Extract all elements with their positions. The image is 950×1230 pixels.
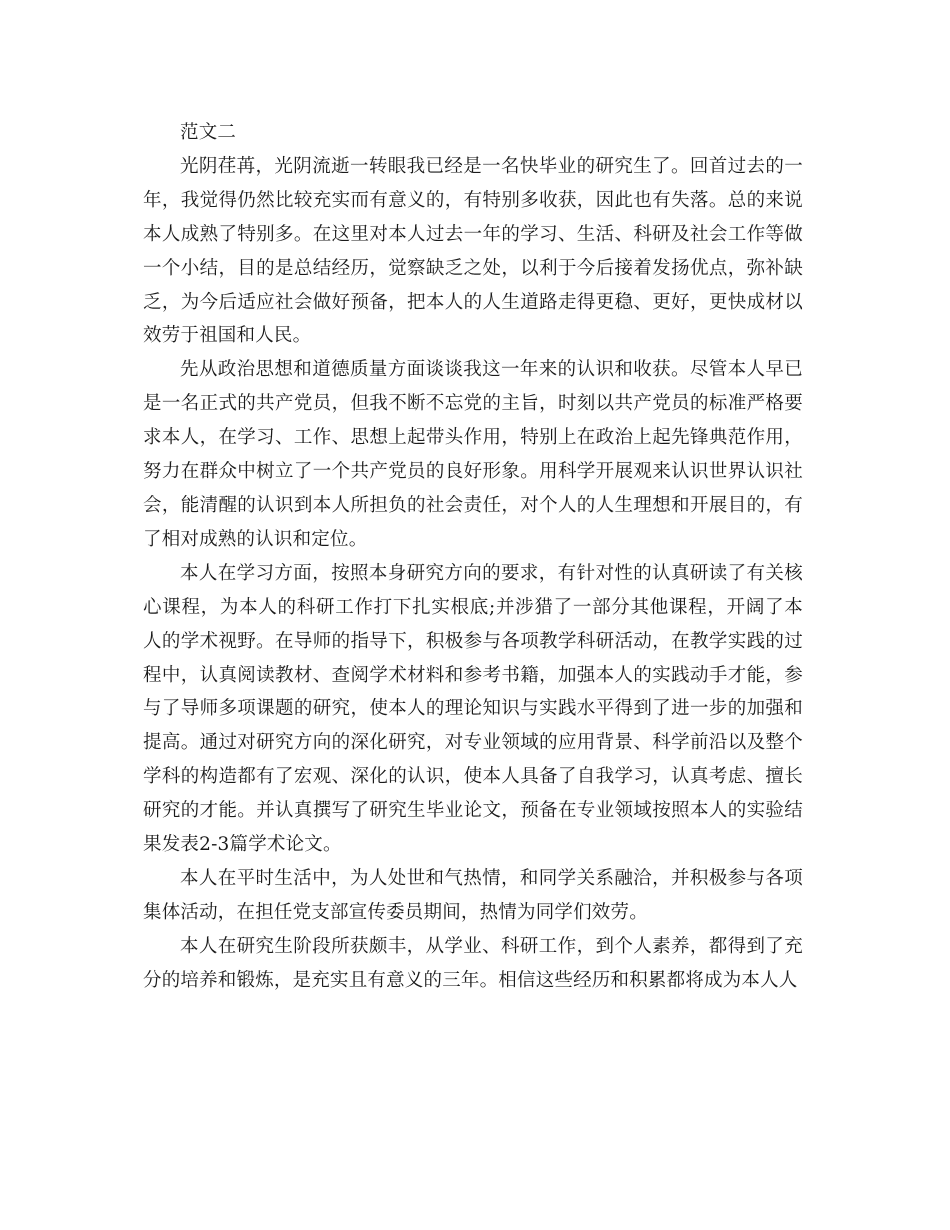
paragraph-intro: 光阴荏苒，光阴流逝一转眼我已经是一名快毕业的研究生了。回首过去的一年，我觉得仍然比较充实而有意义的，有特别多收获，因此也有失落。总的来说本人成熟了特别多。在这里对本人过去一年的学习、生活、科研及社会工作等做一个小结，目的是总结经历，觉察缺乏之处，以利于今后接着发扬优点，弥补缺乏，为今后适应社会做好预备，把本人的人生道路走得更稳、更好，更快成材以效劳于祖国和人民。: [143, 155, 803, 347]
paragraph-life: 本人在平时生活中，为人处世和气热情，和同学关系融洽，并积极参与各项集体活动，在担任党支部宣传委员期间，热情为同学们效劳。: [143, 867, 803, 923]
document-heading: 范文二: [180, 122, 237, 143]
document-body: [143, 116, 803, 998]
paragraph-summary: 本人在研究生阶段所获颇丰，从学业、科研工作，到个人素养，都得到了充分的培养和锻炼，是充实且有意义的三年。相信这些经历和积累都将成为本人人: [143, 935, 803, 991]
paragraph-study: 本人在学习方面，按照本身研究方向的要求，有针对性的认真研读了有关核心课程，为本人的科研工作打下扎实根底;并涉猎了一部分其他课程，开阔了本人的学术视野。在导师的指导下，积极参与各项教学科研活动，在教学实践的过程中，认真阅读教材、查阅学术材料和参考书籍，加强本人的实践动手才能，参与了导师多项课题的研究，使本人的理论知识与实践水平得到了进一步的加强和提高。通过对研究方向的深化研究，对专业领域的应用背景、科学前沿以及整个学科的构造都有了宏观、深化的认识，使本人具备了自我学习，认真考虑、擅长研究的才能。并认真撰写了研究生毕业论文，预备在专业领域按照本人的实验结果发表2-3篇学术论文。: [143, 562, 803, 856]
paragraph-political: 先从政治思想和道德质量方面谈谈我这一年来的认识和收获。尽管本人早已是一名正式的共产党员，但我不断不忘党的主旨，时刻以共产党员的标准严格要求本人，在学习、工作、思想上起带头作用，特别上在政治上起先锋典范作用，努力在群众中树立了一个共产党员的良好形象。用科学开展观来认识世界认识社会，能清醒的认识到本人所担负的社会责任，对个人的人生理想和开展目的，有了相对成熟的认识和定位。: [143, 359, 803, 550]
